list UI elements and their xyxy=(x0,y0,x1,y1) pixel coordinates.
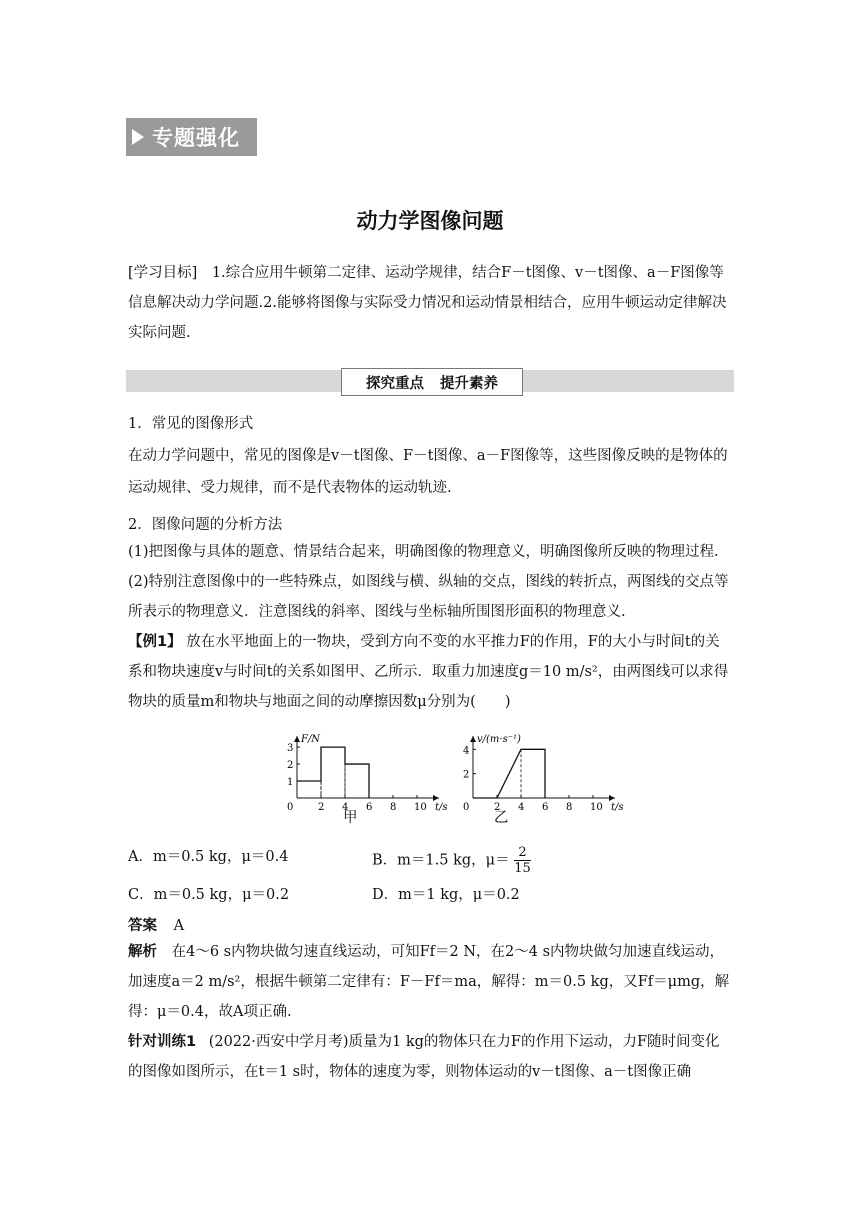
option-c: C．m＝0.5 kg，μ＝0.2 xyxy=(128,887,290,903)
x-tick-label: 8 xyxy=(566,802,573,813)
option-b xyxy=(372,845,531,876)
heading-1: 1．常见的图像形式 xyxy=(128,416,254,432)
y-axis-arrow xyxy=(294,736,300,742)
chart-yi-caption: 乙 xyxy=(494,810,509,826)
x-tick-label: 10 xyxy=(590,802,603,813)
origin-label: 0 xyxy=(287,802,294,813)
example-text: 放在水平地面上的一物块，受到方向不变的水平推力F的作用，F的大小与时间t的关系和物块速度v与时间t的关系如图甲、乙所示．取重力加速度g＝10 m/s²，由两图线可以求得物块的质量m和物块与地面之间的动摩擦因数μ分别为( ) xyxy=(128,634,729,710)
y-axis-arrow xyxy=(470,736,476,742)
analysis-label: 解析 xyxy=(128,944,157,960)
x-tick-label: 2 xyxy=(318,802,325,813)
example-label: 【例1】 xyxy=(128,634,182,650)
answer xyxy=(128,914,184,935)
option-b-text: B．m＝1.5 kg，μ＝ xyxy=(372,852,510,869)
section-title xyxy=(341,368,523,396)
chart-jia xyxy=(272,728,462,828)
series-line xyxy=(297,747,369,798)
y-tick-label: 1 xyxy=(287,777,294,789)
y-tick-label: 3 xyxy=(287,743,294,755)
x-axis-arrow xyxy=(609,795,615,801)
section-title-left: 探究重点 xyxy=(366,375,424,392)
x-axis-label: t/s xyxy=(435,802,448,813)
x-tick-label: 4 xyxy=(342,802,349,813)
y-tick-label: 2 xyxy=(463,769,470,781)
answer-value: A xyxy=(173,918,185,934)
x-tick-label: 6 xyxy=(542,802,549,813)
paragraph-2-item1: (1)把图像与具体的题意、情景结合起来，明确图像的物理意义，明确图像所反映的物理过程. xyxy=(128,544,719,560)
x-tick-label: 6 xyxy=(366,802,373,813)
y-tick-label: 2 xyxy=(287,760,294,772)
page-title: 动力学图像问题 xyxy=(356,209,504,233)
option-b-numerator: 2 xyxy=(514,845,531,861)
banner-label: 专题强化 xyxy=(152,126,240,150)
analysis-text: 在4～6 s内物块做匀速直线运动，可知Ff＝2 N，在2～4 s内物块做匀加速直线运动，加速度a＝2 m/s²，根据牛顿第二定律有：F－Ff＝ma，解得：m＝0.5 kg，又Ff＝μmg，解得：μ＝0.4，故A项正确. xyxy=(128,944,730,1020)
y-axis-label: F/N xyxy=(301,734,321,745)
chart-jia-caption: 甲 xyxy=(343,810,358,826)
option-a: A．m＝0.5 kg，μ＝0.4 xyxy=(128,849,289,865)
option-b-fraction xyxy=(514,845,531,876)
analysis xyxy=(128,937,734,1027)
x-axis-label: t/s xyxy=(611,802,624,813)
option-b-denominator: 15 xyxy=(514,861,531,876)
origin-label: 0 xyxy=(463,802,470,813)
section-title-right: 提升素养 xyxy=(440,375,498,392)
y-tick-label: 4 xyxy=(463,745,470,757)
x-tick-label: 10 xyxy=(414,802,427,813)
x-axis-arrow xyxy=(433,795,439,801)
paragraph-1: 在动力学问题中，常见的图像是v－t图像、F－t图像、a－F图像等，这些图像反映的是物体的运动规律、受力规律，而不是代表物体的运动轨迹. xyxy=(128,448,728,496)
training-label: 针对训练1 xyxy=(128,1034,197,1050)
series-line xyxy=(473,749,545,798)
x-tick-label: 4 xyxy=(518,802,525,813)
answer-label: 答案 xyxy=(128,918,157,934)
chart-yi xyxy=(448,728,638,828)
option-d: D．m＝1 kg，μ＝0.2 xyxy=(372,887,520,903)
y-axis-label: v/(m·s⁻¹) xyxy=(477,734,521,745)
arrow-icon xyxy=(132,129,144,145)
paragraph-2-item2: (2)特别注意图像中的一些特殊点，如图线与横、纵轴的交点，图线的转折点，两图线的交点等所表示的物理意义．注意图线的斜率、图线与坐标轴所围图形面积的物理意义. xyxy=(128,574,729,620)
training-text: (2022·西安中学月考)质量为1 kg的物体只在力F的作用下运动，力F随时间变化的图像如图所示，在t＝1 s时，物体的速度为零，则物体运动的v－t图像、a－t图像正确 xyxy=(128,1034,720,1080)
learning-objectives: [学习目标] 1.综合应用牛顿第二定律、运动学规律，结合F－t图像、v－t图像、a－F图像等信息解决动力学问题.2.能够将图像与实际受力情况和运动情景相结合，应用牛顿运动定律解决实际问题. xyxy=(128,265,727,341)
x-tick-label: 8 xyxy=(390,802,397,813)
heading-2: 2．图像问题的分析方法 xyxy=(128,517,283,533)
x-tick-label: 2 xyxy=(494,802,501,813)
topic-banner xyxy=(126,118,257,156)
example-1 xyxy=(128,627,734,717)
training-1 xyxy=(128,1027,734,1087)
